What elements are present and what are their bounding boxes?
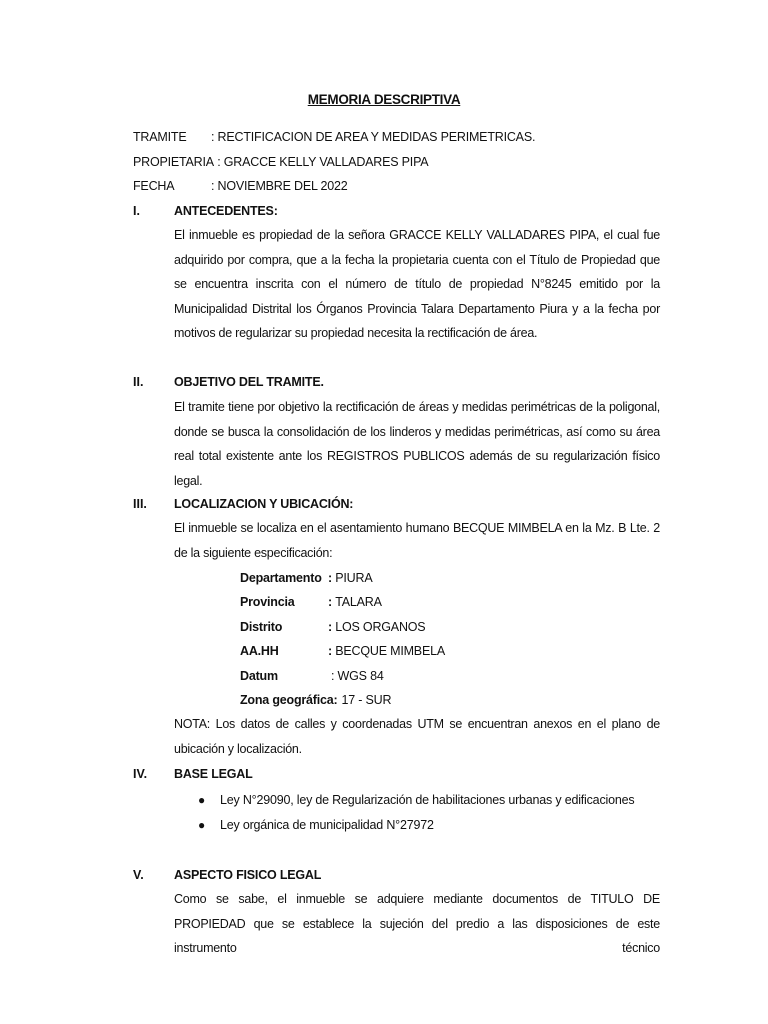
meta-tramite-value: : RECTIFICACION DE AREA Y MEDIDAS PERIMETRICAS.: [211, 130, 536, 144]
spec-datum: Datum : WGS 84: [240, 669, 384, 683]
meta-tramite-label: TRAMITE: [133, 130, 187, 144]
list-item-text: Ley N°29090, ley de Regularización de habilitaciones urbanas y edificaciones: [220, 793, 635, 807]
document-title: MEMORIA DESCRIPTIVA: [307, 92, 461, 107]
spec-aahh: AA.HH : BECQUE MIMBELA: [240, 644, 445, 658]
spec-key: Datum: [240, 669, 278, 683]
section-1-paragraph: El inmueble es propiedad de la señora GRACCE KELLY VALLADARES PIPA, el cual fue adquirido por compra, que a la fecha la propietaria cuenta con el Título de Propiedad que se encuentra inscrita con el número de título de propiedad N°8245 emitido por la Municipalidad Distrital los Órganos Provincia Talara Departamento Piura y a la fecha por motivos de regularizar su propiedad necesita la rectificación de área.: [174, 228, 660, 341]
meta-propietaria-value: : GRACCE KELLY VALLADARES PIPA: [217, 155, 429, 169]
meta-propietaria: [133, 153, 428, 171]
spec-value: 17 - SUR: [341, 693, 392, 707]
section-3-heading: LOCALIZACION Y UBICACIÓN:: [174, 497, 354, 511]
section-3-nota: NOTA: Los datos de calles y coordenadas UTM se encuentran anexos en el plano de ubicación y localización.: [174, 717, 660, 756]
spec-distrito: Distrito : LOS ORGANOS: [240, 620, 426, 634]
section-1-number: I.: [133, 204, 140, 218]
section-4-heading: BASE LEGAL: [174, 767, 253, 781]
meta-fecha: [133, 177, 348, 195]
spec-key: Distrito: [240, 620, 283, 634]
meta-propietaria-label: PROPIETARIA: [133, 155, 214, 169]
spec-value: LOS ORGANOS: [335, 620, 426, 634]
section-5-paragraph: Como se sabe, el inmueble se adquiere mediante documentos de TITULO DE PROPIEDAD que se establece la sujeción del predio a las disposiciones de este instrumento técnico: [174, 892, 660, 956]
spec-departamento: Departamento : PIURA: [240, 571, 373, 585]
section-2-heading: OBJETIVO DEL TRAMITE.: [174, 375, 324, 389]
spec-value: TALARA: [335, 595, 382, 609]
meta-fecha-label: FECHA: [133, 179, 175, 193]
bullet-icon: ●: [198, 793, 206, 807]
section-3-number: III.: [133, 497, 147, 511]
spec-key: Departamento: [240, 571, 322, 585]
spec-provincia: Provincia : TALARA: [240, 595, 382, 609]
spec-key: Zona geográfica:: [240, 693, 338, 707]
section-5-heading: ASPECTO FISICO LEGAL: [174, 868, 322, 882]
spec-key: Provincia: [240, 595, 295, 609]
spec-value: BECQUE MIMBELA: [335, 644, 445, 658]
section-2-paragraph: El tramite tiene por objetivo la rectificación de áreas y medidas perimétricas de la poligonal, donde se busca la consolidación de los linderos y medidas perimétricas, así como su área real total existente ante los REGISTROS PUBLICOS además de su regularización físico legal.: [174, 400, 660, 488]
bullet-icon: ●: [198, 818, 206, 832]
meta-tramite: [133, 128, 535, 146]
list-item-text: Ley orgánica de municipalidad N°27972: [220, 818, 434, 832]
section-1-heading: ANTECEDENTES:: [174, 204, 278, 218]
meta-fecha-value: : NOVIEMBRE DEL 2022: [211, 179, 348, 193]
spec-zona-geografica: [240, 693, 391, 707]
spec-key: AA.HH: [240, 644, 279, 658]
section-2-number: II.: [133, 375, 144, 389]
section-5-number: V.: [133, 868, 144, 882]
section-3-paragraph: El inmueble se localiza en el asentamiento humano BECQUE MIMBELA en la Mz. B Lte. 2 de la siguiente especificación:: [174, 521, 660, 560]
spec-value: WGS 84: [337, 669, 384, 683]
spec-value: PIURA: [335, 571, 373, 585]
section-4-number: IV.: [133, 767, 148, 781]
